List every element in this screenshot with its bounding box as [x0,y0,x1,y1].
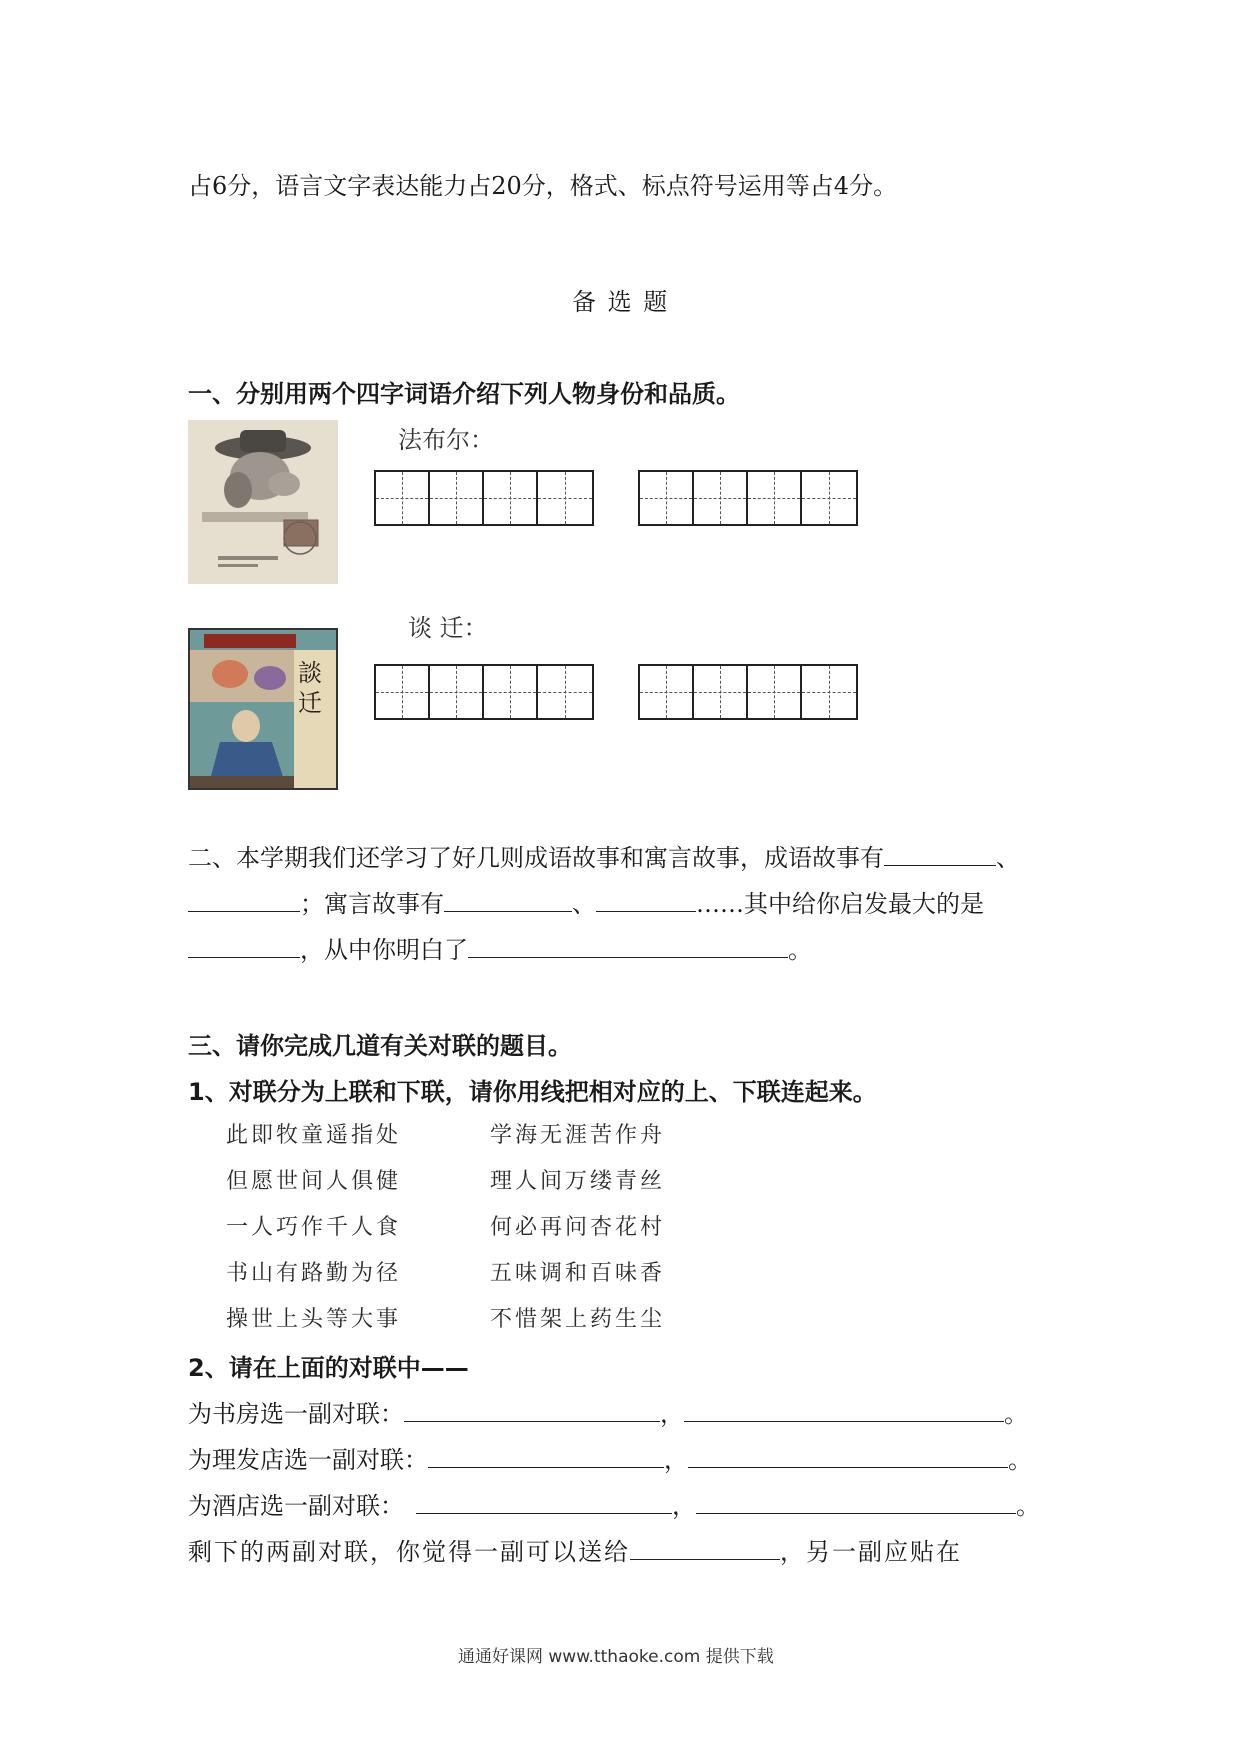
comma: ， [672,1492,696,1520]
fill-row-barber [188,1440,1032,1475]
q2-part2: ；寓言故事有 [300,890,444,918]
answer-grid-2a[interactable] [374,664,594,720]
q2-part4: ，从中你明白了 [300,936,468,964]
fill1-label: 为书房选一副对联： [188,1400,404,1428]
blank-fable-1[interactable] [444,889,572,912]
tan-qian-book-image [188,628,338,790]
book-cover-title: 談迁 [298,659,322,717]
q3-sub2: 2、请在上面的对联中—— [188,1354,469,1382]
fabre-stamp-image [188,420,338,584]
right-couplet[interactable]: 理人间万缕青丝 [490,1169,666,1194]
fill2-label: 为理发店选一副对联： [188,1446,428,1474]
q2-line3 [188,930,812,965]
blank-study-upper[interactable] [404,1399,660,1422]
blank-best-story[interactable] [188,935,300,958]
answer-grid-2b[interactable] [638,664,858,720]
intro-line: 占6分，语言文字表达能力占20分，格式、标点符号运用等占4分。 [188,172,898,200]
fill3-label: 为酒店选一副对联： [188,1492,404,1520]
comma: ， [664,1446,688,1474]
period: 。 [1016,1492,1040,1520]
left-couplet[interactable]: 此即牧童遥指处 [226,1123,402,1148]
blank-idiom-1[interactable] [884,843,996,866]
right-couplet[interactable]: 学海无涯苦作舟 [490,1123,666,1148]
blank-lesson[interactable] [468,935,788,958]
q2-sep1: 、 [996,844,1020,872]
answer-grid-1b[interactable] [638,470,858,526]
left-couplet[interactable]: 书山有路勤为径 [226,1261,402,1286]
period: 。 [1008,1446,1032,1474]
section-title: 备 选 题 [572,288,670,316]
last-b: ，另一副应贴在 [780,1538,962,1566]
blank-barber-lower[interactable] [688,1445,1008,1468]
last-row [188,1532,962,1567]
q3-heading: 三、请你完成几道有关对联的题目。 [188,1032,572,1060]
q1-heading: 一、分别用两个四字词语介绍下列人物身份和品质。 [188,380,740,408]
blank-restaurant-lower[interactable] [696,1491,1016,1514]
last-a: 剩下的两副对联，你觉得一副可以送给 [188,1538,630,1566]
person1-label: 法布尔： [398,426,494,454]
period: 。 [1004,1400,1028,1428]
fill-row-study [188,1394,1028,1429]
blank-restaurant-upper[interactable] [416,1491,672,1514]
blank-gift-to[interactable] [630,1537,780,1560]
blank-study-lower[interactable] [684,1399,1004,1422]
q2-line1 [188,838,1020,873]
footer-text: 通通好课网 www.tthaoke.com 提供下载 [458,1647,774,1667]
q2-part3: ……其中给你启发最大的是 [696,890,984,918]
answer-grid-1a[interactable] [374,470,594,526]
blank-fable-2[interactable] [596,889,696,912]
left-couplet[interactable]: 但愿世间人俱健 [226,1169,402,1194]
q2-line2 [188,884,984,919]
right-couplet[interactable]: 何必再问杏花村 [490,1215,666,1240]
comma: ， [660,1400,684,1428]
q2-sep2: 、 [572,890,596,918]
q3-sub1: 1、对联分为上联和下联，请你用线把相对应的上、下联连起来。 [188,1078,877,1106]
q2-end: 。 [788,936,812,964]
right-couplet[interactable]: 五味调和百味香 [490,1261,666,1286]
left-couplet[interactable]: 操世上头等大事 [226,1307,402,1332]
person2-label: 谈 迁： [408,614,488,642]
blank-barber-upper[interactable] [428,1445,664,1468]
blank-idiom-2[interactable] [188,889,300,912]
right-couplet[interactable]: 不惜架上药生尘 [490,1307,666,1332]
left-couplet[interactable]: 一人巧作千人食 [226,1215,402,1240]
fill-row-restaurant [188,1486,1040,1521]
q2-part1: 二、本学期我们还学习了好几则成语故事和寓言故事，成语故事有 [188,844,884,872]
